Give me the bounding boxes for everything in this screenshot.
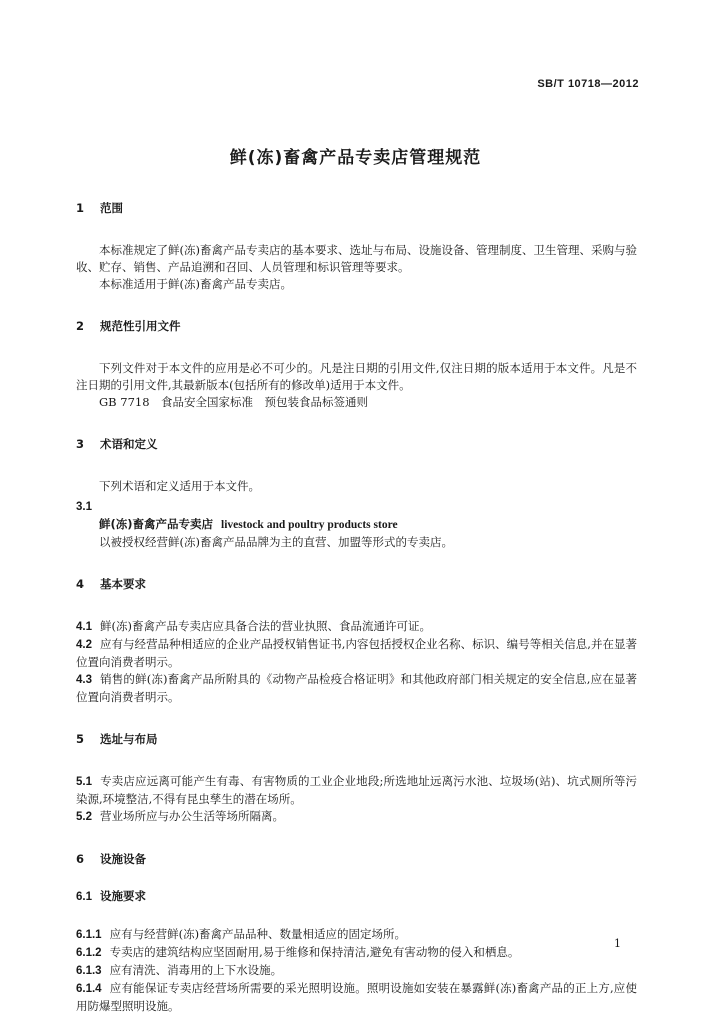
section-2-heading [76,318,637,335]
clause-number: 6.1.1 [76,929,102,941]
subsection-title: 设施要求 [100,889,146,903]
term-entry [76,516,637,534]
clause-4-1 [76,618,637,636]
clause-number: 6.1.4 [76,983,102,995]
term-number: 3.1 [76,501,92,513]
section-number: 5 [76,732,85,746]
term-english: livestock and poultry products store [221,519,398,531]
clause-6-1-2 [76,944,637,962]
clause-5-1 [76,773,637,808]
section-number: 1 [76,201,85,215]
clause-text: 应有与经营鲜(冻)畜禽产品品种、数量相适应的固定场所。 [109,927,407,941]
section-number: 6 [76,852,85,866]
section-title: 范围 [100,201,123,215]
clause-text: 销售的鲜(冻)畜禽产品所附具的《动物产品检疫合格证明》和其他政府部门相关规定的安全信息,应在显著位置向消费者明示。 [76,672,637,704]
clause-text: 应有清洗、消毒用的上下水设施。 [109,963,283,977]
section-3-heading [76,436,637,453]
clause-number: 6.1.3 [76,965,102,977]
section-3-paragraph: 下列术语和定义适用于本文件。 [99,479,260,493]
section-number: 4 [76,577,85,591]
section-1-paragraph-2: 本标准适用于鲜(冻)畜禽产品专卖店。 [99,277,292,291]
section-5-heading [76,731,637,748]
clause-number: 5.1 [76,776,92,788]
clause-number: 5.2 [76,811,92,823]
section-number: 3 [76,437,85,451]
clause-4-3 [76,671,637,706]
section-title: 规范性引用文件 [100,319,181,333]
page-number: 1 [614,937,621,950]
clause-6-1-4 [76,980,637,1015]
section-title: 设施设备 [100,852,146,866]
section-4-heading [76,576,637,593]
term-definition: 以被授权经营鲜(冻)畜禽产品品牌为主的直营、加盟等形式的专卖店。 [99,535,453,549]
section-1-heading [76,200,637,217]
section-title: 基本要求 [100,577,146,591]
term-chinese: 鲜(冻)畜禽产品专卖店 [99,517,214,531]
clause-number: 4.3 [76,674,92,686]
section-number: 2 [76,319,85,333]
clause-text: 专卖店的建筑结构应坚固耐用,易于维修和保持清洁,避免有害动物的侵入和栖息。 [109,945,520,959]
clause-text: 应有与经营品种相适应的企业产品授权销售证书,内容包括授权企业名称、标识、编号等相关信息,并在显著位置向消费者明示。 [76,637,637,669]
clause-number: 4.2 [76,639,92,651]
clause-number: 6.1.2 [76,947,102,959]
clause-text: 营业场所应与办公生活等场所隔离。 [100,809,284,823]
document-title: 鲜(冻)畜禽产品专卖店管理规范 [229,148,482,168]
normative-reference: GB 7718 食品安全国家标准 预包装食品标签通则 [99,395,369,409]
clause-6-1-1 [76,926,637,944]
clause-text: 应有能保证专卖店经营场所需要的采光照明设施。照明设施如安装在暴露鲜(冻)畜禽产品的正上方,应使用防爆型照明设施。 [76,981,637,1013]
section-title: 术语和定义 [100,437,158,451]
clause-6-1-3 [76,962,637,980]
clause-text: 专卖店应远离可能产生有毒、有害物质的工业企业地段;所选地址远离污水池、垃圾场(站)、坑式厕所等污染源,环境整洁,不得有昆虫孳生的潜在场所。 [76,774,637,806]
section-1-paragraph-1: 本标准规定了鲜(冻)畜禽产品专卖店的基本要求、选址与布局、设施设备、管理制度、卫生管理、采购与验收、贮存、销售、产品追溯和召回、人员管理和标识管理等要求。 [76,243,637,274]
subsection-6-1-heading [76,888,637,906]
clause-4-2 [76,636,637,671]
section-6-heading [76,851,637,868]
clause-5-2 [76,808,637,826]
standard-code: SB/T 10718—2012 [537,78,639,90]
document-body [76,200,637,1015]
subsection-number: 6.1 [76,891,92,903]
section-title: 选址与布局 [100,732,158,746]
section-2-paragraph: 下列文件对于本文件的应用是必不可少的。凡是注日期的引用文件,仅注日期的版本适用于本文件。凡是不注日期的引用文件,其最新版本(包括所有的修改单)适用于本文件。 [76,361,637,392]
clause-text: 鲜(冻)畜禽产品专卖店应具备合法的营业执照、食品流通许可证。 [100,619,431,633]
clause-number: 4.1 [76,621,92,633]
